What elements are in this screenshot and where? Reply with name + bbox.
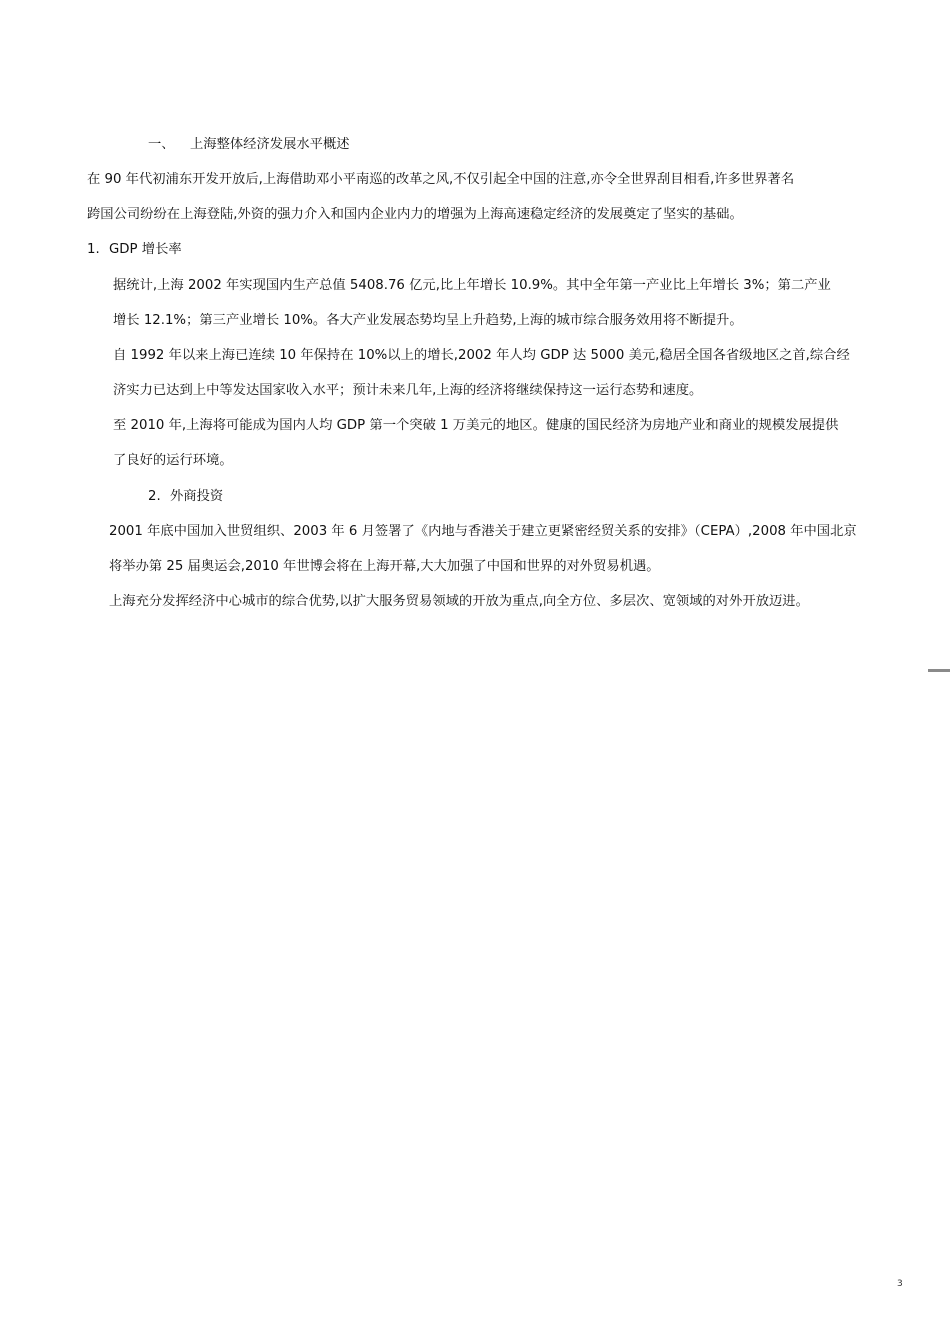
gdp-paragraph-2-line-1: 自 1992 年以来上海已连续 10 年保持在 10%以上的增长,2002 年人均 GDP 达 5000 美元,稳居全国各省级地区之首,综合经: [113, 348, 850, 363]
foreign-paragraph-2-line-1: 上海充分发挥经济中心城市的综合优势,以扩大服务贸易领域的开放为重点,向全方位、多层次、宽领域的对外开放迈进。: [109, 594, 809, 609]
gdp-paragraph-1-line-1: 据统计,上海 2002 年实现国内生产总值 5408.76 亿元,比上年增长 10.9%。其中全年第一产业比上年增长 3%；第二产业: [113, 278, 831, 293]
intro-line-1: 在 90 年代初浦东开发开放后,上海借助邓小平南巡的改革之风,不仅引起全中国的注意,亦令全世界刮目相看,许多世界著名: [87, 172, 795, 187]
intro-line-2: 跨国公司纷纷在上海登陆,外资的强力介入和国内企业内力的增强为上海高速稳定经济的发展奠定了坚实的基础。: [87, 207, 743, 222]
subsection-number-2: 2.: [148, 489, 161, 504]
subsection-title-gdp: GDP 增长率: [109, 242, 182, 257]
subsection-title-foreign-investment: 外商投资: [170, 489, 224, 504]
section-title: 上海整体经济发展水平概述: [190, 137, 350, 152]
section-number: 一、: [148, 137, 175, 152]
gdp-paragraph-1-line-2: 增长 12.1%；第三产业增长 10%。各大产业发展态势均呈上升趋势,上海的城市综合服务效用将不断提升。: [113, 313, 743, 328]
page-edge-marker: [928, 669, 950, 672]
gdp-paragraph-2-line-2: 济实力已达到上中等发达国家收入水平；预计未来几年,上海的经济将继续保持这一运行态势和速度。: [113, 383, 703, 398]
gdp-paragraph-3-line-1: 至 2010 年,上海将可能成为国内人均 GDP 第一个突破 1 万美元的地区。健康的国民经济为房地产业和商业的规模发展提供: [113, 418, 839, 433]
foreign-paragraph-1-line-2: 将举办第 25 届奥运会,2010 年世博会将在上海开幕,大大加强了中国和世界的对外贸易机遇。: [109, 559, 660, 574]
page-number: 3: [897, 1279, 903, 1289]
subsection-number-1: 1.: [87, 242, 100, 257]
foreign-paragraph-1-line-1: 2001 年底中国加入世贸组织、2003 年 6 月签署了《内地与香港关于建立更紧密经贸关系的安排》（CEPA）,2008 年中国北京: [109, 524, 857, 539]
gdp-paragraph-3-line-2: 了良好的运行环境。: [113, 453, 233, 468]
